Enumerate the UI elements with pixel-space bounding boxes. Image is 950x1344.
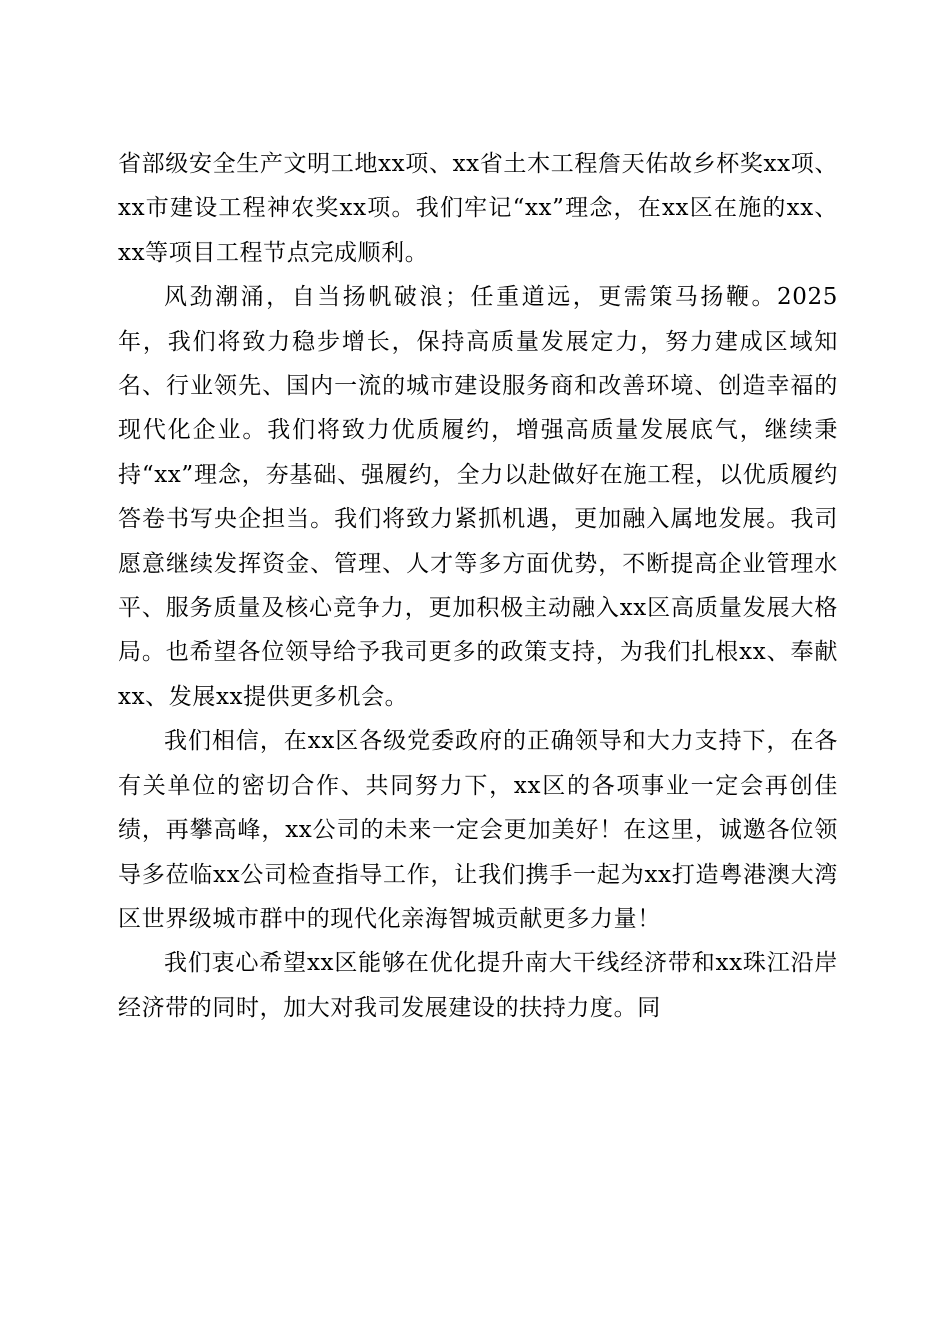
document-body [118, 142, 838, 1030]
paragraph-3: 我们相信，在xx区各级党委政府的正确领导和大力支持下，在各有关单位的密切合作、共同努力下，xx区的各项事业一定会再创佳绩，再攀高峰，xx公司的未来一定会更加美好！在这里，诚邀各位领导多莅临xx公司检查指导工作，让我们携手一起为xx打造粤港澳大湾区世界级城市群中的现代化亲海智城贡献更多力量！ [118, 728, 838, 932]
paragraph-2: 风劲潮涌，自当扬帆破浪；任重道远，更需策马扬鞭。2025年，我们将致力稳步增长，保持高质量发展定力，努力建成区域知名、行业领先、国内一流的城市建设服务商和改善环境、创造幸福的现代化企业。我们将致力优质履约，增强高质量发展底气，继续秉持“xx”理念，夯基础、强履约，全力以赴做好在施工程，以优质履约答卷书写央企担当。我们将致力紧抓机遇，更加融入属地发展。我司愿意继续发挥资金、管理、人才等多方面优势，不断提高企业管理水平、服务质量及核心竞争力，更加积极主动融入xx区高质量发展大格局。也希望各位领导给予我司更多的政策支持，为我们扎根xx、奉献xx、发展xx提供更多机会。 [118, 284, 838, 710]
paragraph-1: 省部级安全生产文明工地xx项、xx省土木工程詹天佑故乡杯奖xx项、xx市建设工程神农奖xx项。我们牢记“xx”理念，在xx区在施的xx、xx等项目工程节点完成顺利。 [118, 151, 838, 266]
paragraph-4: 我们衷心希望xx区能够在优化提升南大干线经济带和xx珠江沿岸经济带的同时，加大对我司发展建设的扶持力度。同 [118, 950, 838, 1021]
